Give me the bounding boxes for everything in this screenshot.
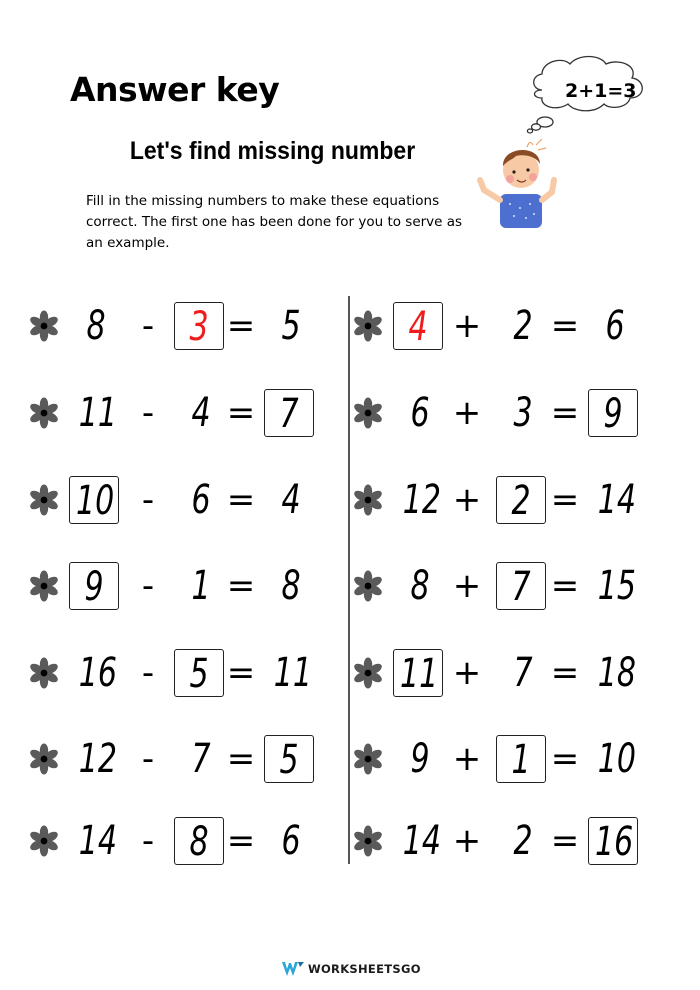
- equation-row: [28, 811, 328, 871]
- number: 12: [78, 736, 117, 782]
- number: 4: [281, 477, 301, 523]
- answer-value: 9: [603, 391, 623, 437]
- brand-name-part2: GO: [400, 962, 421, 976]
- answer-value: 9: [84, 564, 104, 610]
- operator: -: [141, 821, 155, 861]
- worksheet-subtitle: Let's find missing number: [129, 137, 416, 165]
- flower-bullet-icon: [28, 484, 60, 516]
- equals-sign: =: [226, 821, 256, 861]
- number: 6: [191, 477, 211, 523]
- flower-bullet-icon: [352, 484, 384, 516]
- answer-box[interactable]: [393, 302, 443, 350]
- answer-value: 5: [189, 651, 209, 697]
- equals-sign: =: [550, 393, 580, 433]
- operator: -: [141, 566, 155, 606]
- equation-row: [352, 383, 652, 443]
- number: 14: [597, 477, 636, 523]
- equation-row: [28, 556, 328, 616]
- flower-bullet-icon: [352, 310, 384, 342]
- number: 6: [605, 303, 625, 349]
- equals-sign: =: [226, 306, 256, 346]
- number: 11: [273, 650, 312, 696]
- answer-value: 1: [511, 737, 531, 783]
- operator: -: [141, 306, 155, 346]
- number: 15: [597, 563, 636, 609]
- operator: -: [141, 739, 155, 779]
- number: 2: [513, 818, 533, 864]
- answer-box[interactable]: [174, 649, 224, 697]
- number: 8: [410, 563, 430, 609]
- number: 18: [597, 650, 636, 696]
- answer-box[interactable]: [496, 735, 546, 783]
- equals-sign: =: [226, 393, 256, 433]
- equation-row: [352, 470, 652, 530]
- equals-sign: =: [226, 653, 256, 693]
- equation-row: [28, 643, 328, 703]
- number: 14: [402, 818, 441, 864]
- flower-bullet-icon: [352, 657, 384, 689]
- flower-bullet-icon: [28, 825, 60, 857]
- operator: +: [452, 306, 482, 346]
- equation-row: [352, 556, 652, 616]
- equals-sign: =: [550, 480, 580, 520]
- answer-box[interactable]: [496, 476, 546, 524]
- flower-bullet-icon: [352, 743, 384, 775]
- operator: +: [452, 566, 482, 606]
- equation-row: [352, 811, 652, 871]
- equation-row: [28, 296, 328, 356]
- number: 7: [513, 650, 533, 696]
- equals-sign: =: [226, 739, 256, 779]
- thought-bubble-equation: 2+1=3: [565, 80, 637, 102]
- equals-sign: =: [226, 480, 256, 520]
- number: 8: [281, 563, 301, 609]
- equation-row: [28, 470, 328, 530]
- example-answer: 3: [189, 304, 209, 350]
- flower-bullet-icon: [352, 825, 384, 857]
- answer-box[interactable]: [264, 389, 314, 437]
- operator: +: [452, 821, 482, 861]
- number: 11: [78, 390, 117, 436]
- example-answer: 4: [408, 304, 428, 350]
- operator: +: [452, 653, 482, 693]
- equals-sign: =: [550, 566, 580, 606]
- operator: +: [452, 739, 482, 779]
- page-title: Answer key: [70, 70, 280, 109]
- brand-name-part1: WORKSHEETS: [308, 962, 401, 976]
- equation-row: [28, 729, 328, 789]
- operator: -: [141, 393, 155, 433]
- number: 14: [78, 818, 117, 864]
- number: 6: [281, 818, 301, 864]
- equals-sign: =: [550, 653, 580, 693]
- number: 16: [78, 650, 117, 696]
- operator: -: [141, 653, 155, 693]
- flower-bullet-icon: [28, 743, 60, 775]
- flower-bullet-icon: [352, 570, 384, 602]
- answer-value: 7: [511, 564, 531, 610]
- answer-value: 7: [279, 391, 299, 437]
- number: 4: [191, 390, 211, 436]
- equation-row: [352, 296, 652, 356]
- brand-logo: [282, 959, 421, 979]
- flower-bullet-icon: [28, 310, 60, 342]
- equals-sign: =: [550, 821, 580, 861]
- flower-bullet-icon: [352, 397, 384, 429]
- number: 9: [410, 736, 430, 782]
- operator: -: [141, 480, 155, 520]
- number: 3: [513, 390, 533, 436]
- flower-bullet-icon: [28, 657, 60, 689]
- answer-box[interactable]: [174, 817, 224, 865]
- equation-row: [28, 383, 328, 443]
- number: 1: [191, 563, 211, 609]
- answer-box[interactable]: [69, 476, 119, 524]
- number: 2: [513, 303, 533, 349]
- answer-box[interactable]: [588, 389, 638, 437]
- answer-box[interactable]: [264, 735, 314, 783]
- number: 6: [410, 390, 430, 436]
- number: 7: [191, 736, 211, 782]
- number: 5: [281, 303, 301, 349]
- operator: +: [452, 393, 482, 433]
- answer-value: 10: [76, 478, 115, 524]
- answer-value: 11: [400, 651, 439, 697]
- answer-box[interactable]: [174, 302, 224, 350]
- answer-value: 2: [511, 478, 531, 524]
- equals-sign: =: [226, 566, 256, 606]
- answer-box[interactable]: [588, 817, 638, 865]
- equation-row: [352, 729, 652, 789]
- answer-value: 5: [279, 737, 299, 783]
- equals-sign: =: [550, 306, 580, 346]
- answer-value: 16: [595, 819, 634, 865]
- answer-box[interactable]: [496, 562, 546, 610]
- worksheetsgo-logo-icon: [282, 962, 304, 976]
- operator: +: [452, 480, 482, 520]
- equation-row: [352, 643, 652, 703]
- equals-sign: =: [550, 739, 580, 779]
- flower-bullet-icon: [28, 397, 60, 429]
- instructions: Fill in the missing numbers to make these equations correct. The first one has been done for you to serve as an example.: [86, 193, 463, 251]
- flower-bullet-icon: [28, 570, 60, 602]
- answer-value: 8: [189, 819, 209, 865]
- number: 12: [402, 477, 441, 523]
- number: 10: [597, 736, 636, 782]
- number: 8: [86, 303, 106, 349]
- column-divider: [348, 296, 350, 864]
- answer-box[interactable]: [393, 649, 443, 697]
- answer-box[interactable]: [69, 562, 119, 610]
